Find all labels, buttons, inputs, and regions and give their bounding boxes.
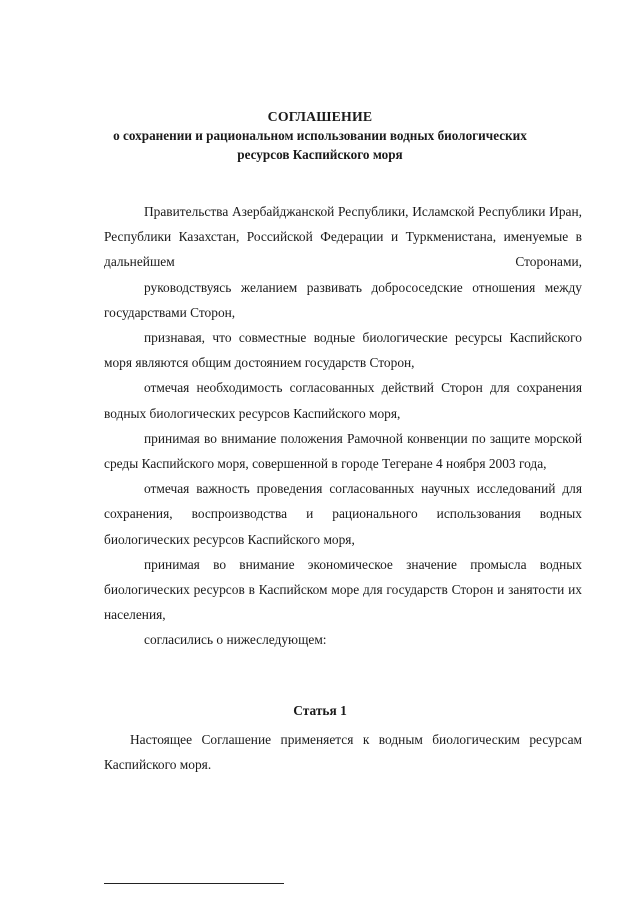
document-subtitle-line-2: ресурсов Каспийского моря <box>237 147 403 162</box>
preamble-paragraph-neighborly: руководствуясь желанием развивать добрососедские отношения между государствами Сторон, <box>104 279 582 320</box>
preamble-paragraph-research: отмечая важность проведения согласованных научных исследований для сохранения, воспроизводства и рационального использования водных биологических ресурсов Каспийского моря, <box>104 481 582 547</box>
article-1-text: Настоящее Соглашение применяется к водным биологическим ресурсам Каспийского моря. <box>104 732 582 773</box>
preamble <box>104 199 582 653</box>
footnote-separator <box>104 883 284 884</box>
preamble-paragraph-parties: Правительства Азербайджанской Республики, Исламской Республики Иран, Республики Казахстан, Российской Федерации и Туркменистана, именуемые в дальнейшем Сторонами, <box>104 204 582 270</box>
article-1-heading: Статья 1 <box>293 703 347 718</box>
article-1-body <box>104 727 582 777</box>
preamble-paragraph-framework-convention: принимая во внимание положения Рамочной конвенции по защите морской среды Каспийского моря, совершенной в городе Тегеране 4 ноября 2003 года, <box>104 430 582 472</box>
preamble-paragraph-economic-value: принимая во внимание экономическое значение промысла водных биологических ресурсов в Каспийском море для государств Сторон и занятости их населения, <box>104 556 582 623</box>
document-subtitle-line-1: о сохранении и рациональном использовании водных биологических <box>113 128 527 143</box>
preamble-paragraph-agreed: согласились о нижеследующем: <box>144 632 327 648</box>
preamble-paragraph-coordinated-actions: отмечая необходимость согласованных действий Сторон для сохранения водных биологических ресурсов Каспийского моря, <box>104 380 582 421</box>
document-header <box>0 107 640 164</box>
document-title: СОГЛАШЕНИЕ <box>267 109 373 124</box>
preamble-paragraph-common-heritage: признавая, что совместные водные биологические ресурсы Каспийского моря являются общим достоянием государств Сторон, <box>104 330 582 371</box>
